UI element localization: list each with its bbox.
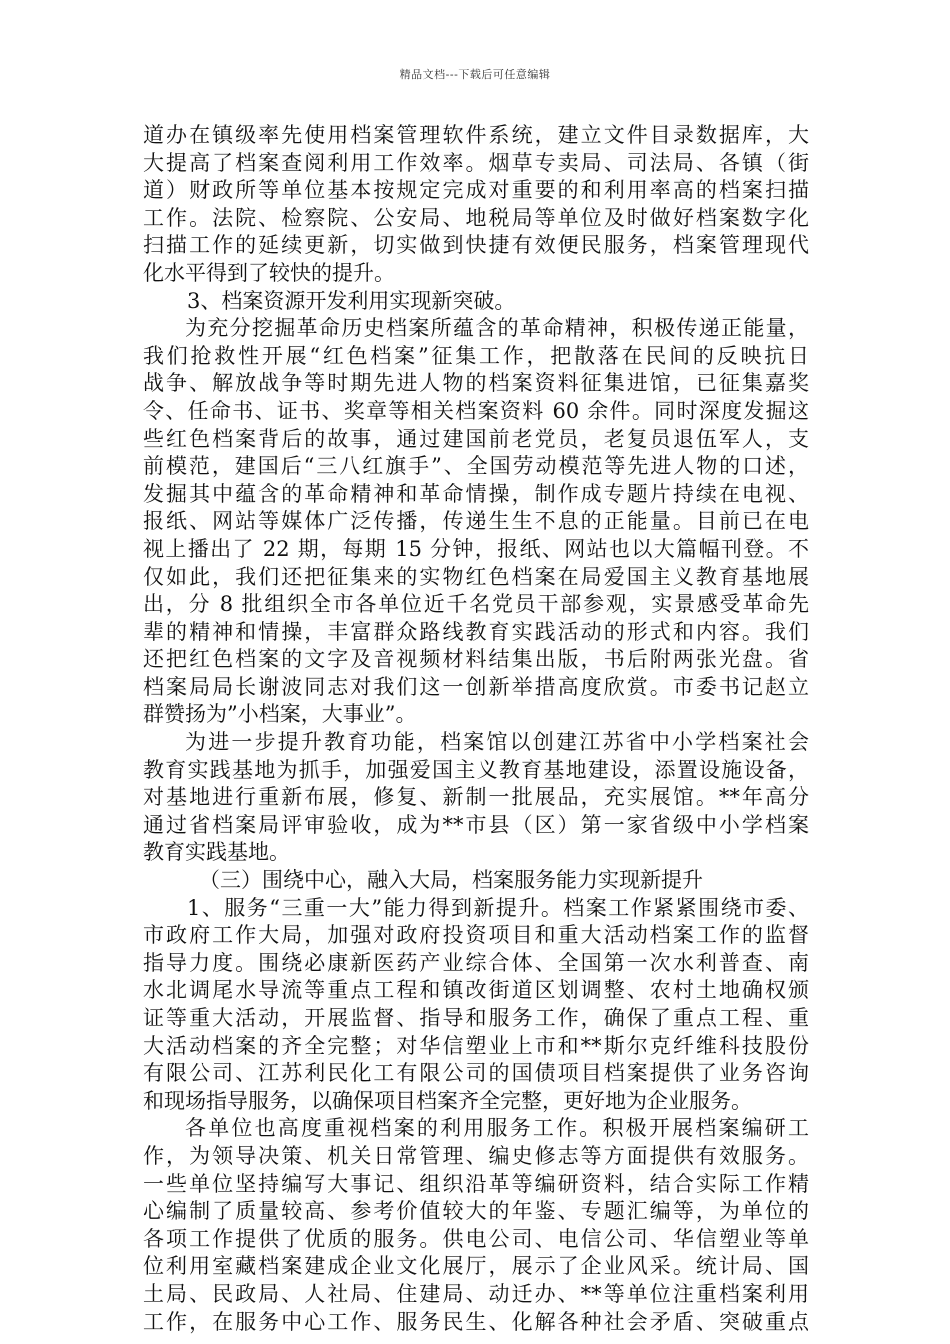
text-line: 工作，在服务中心工作、服务民生、化解各种社会矛盾、突破重点: [143, 1309, 809, 1334]
page-header: 精品文档---下载后可任意编辑: [399, 68, 551, 81]
text-line: 市政府工作大局，加强对政府投资项目和重大活动档案工作的监督: [143, 923, 809, 948]
text-line: 辈的精神和情操，丰富群众路线教育实践活动的形式和内容。我们: [143, 619, 809, 644]
text-line: 化水平得到了较快的提升。: [143, 260, 395, 285]
text-line: 些红色档案背后的故事，通过建国前老党员，老复员退伍军人，支: [143, 426, 809, 451]
text-line: 档案局局长谢波同志对我们这一创新举措高度欣赏。市委书记赵立: [143, 674, 809, 699]
text-line: （三）围绕中心，融入大局，档案服务能力实现新提升: [199, 868, 703, 893]
text-line: 还把红色档案的文字及音视频材料结集出版，书后附两张光盘。省: [143, 647, 809, 672]
text-line: 视上播出了 22 期，每期 15 分钟，报纸、网站也以大篇幅刊登。不: [143, 536, 809, 561]
text-line: 道）财政所等单位基本按规定完成对重要的和利用率高的档案扫描: [143, 178, 809, 203]
text-line: 水北调尾水导流等重点工程和镇改街道区划调整、农村土地确权颁: [143, 978, 809, 1003]
document-body: [143, 122, 809, 1336]
text-line: 大提高了档案查阅利用工作效率。烟草专卖局、司法局、各镇（街: [143, 150, 809, 175]
text-line: 作，为领导决策、机关日常管理、编史修志等方面提供有效服务。: [143, 1143, 809, 1168]
text-line: 道办在镇级率先使用档案管理软件系统，建立文件目录数据库，大: [143, 123, 809, 147]
text-line: 3、档案资源开发利用实现新突破。: [187, 288, 516, 313]
text-line: 群赞扬为”小档案，大事业”。: [143, 702, 417, 727]
text-line: 前模范，建国后“三八红旗手”、全国劳动模范等先进人物的口述，: [143, 454, 809, 479]
text-line: 我们抢救性开展“红色档案”征集工作，把散落在民间的反映抗日: [143, 343, 809, 368]
text-line: 证等重大活动，开展监督、指导和服务工作，确保了重点工程、重: [143, 1006, 809, 1030]
text-line: 报纸、网站等媒体广泛传播，传递生生不息的正能量。目前已在电: [143, 509, 809, 534]
text-line: 令、任命书、证书、奖章等相关档案资料 60 余件。同时深度发掘这: [143, 398, 809, 423]
text-line: 一些单位坚持编写大事记、组织沿革等编研资料，结合实际工作精: [143, 1171, 809, 1196]
text-line: 工作。法院、检察院、公安局、地税局等单位及时做好档案数字化: [143, 205, 809, 230]
text-line: 发掘其中蕴含的革命精神和革命情操，制作成专题片持续在电视、: [143, 481, 809, 506]
text-line: 大活动档案的齐全完整；对华信塑业上市和**斯尔克纤维科技股份: [143, 1033, 809, 1058]
text-line: 指导力度。围绕必康新医药产业综合体、全国第一次水利普查、南: [143, 950, 809, 975]
text-line: 位利用室藏档案建成企业文化展厅，展示了企业风采。统计局、国: [143, 1254, 809, 1279]
text-line: 教育实践基地。: [143, 840, 290, 865]
text-line: 各项工作提供了优质的服务。供电公司、电信公司、华信塑业等单: [143, 1226, 809, 1251]
text-line: 仅如此，我们还把征集来的实物红色档案在局爱国主义教育基地展: [143, 564, 809, 589]
text-line: 通过省档案局评审验收，成为**市县（区）第一家省级中小学档案: [143, 812, 809, 837]
text-line: 战争、解放战争等时期先进人物的档案资料征集进馆，已征集嘉奖: [143, 371, 809, 396]
text-line: 1、服务“三重一大”能力得到新提升。档案工作紧紧围绕市委、: [187, 895, 809, 920]
text-line: 有限公司、江苏利民化工有限公司的国债项目档案提供了业务咨询: [143, 1061, 809, 1086]
text-line: 和现场指导服务，以确保项目档案齐全完整，更好地为企业服务。: [143, 1088, 752, 1113]
text-line: 土局、民政局、人社局、住建局、动迁办、**等单位注重档案利用: [143, 1281, 809, 1306]
text-line: 为进一步提升教育功能，档案馆以创建江苏省中小学档案社会: [185, 730, 809, 755]
text-line: 出，分 8 批组织全市各单位近千名党员干部参观，实景感受革命先: [143, 592, 809, 617]
text-line: 扫描工作的延续更新，切实做到快捷有效便民服务，档案管理现代: [143, 233, 809, 258]
text-line: 心编制了质量较高、参考价值较大的年鉴、专题汇编等，为单位的: [143, 1199, 809, 1224]
text-line: 对基地进行重新布展，修复、新制一批展品，充实展馆。**年高分: [143, 785, 809, 810]
text-line: 为充分挖掘革命历史档案所蕴含的革命精神，积极传递正能量，: [185, 316, 809, 341]
text-line: 各单位也高度重视档案的利用服务工作。积极开展档案编研工: [185, 1116, 809, 1141]
text-line: 教育实践基地为抓手，加强爱国主义教育基地建设，添置设施设备，: [143, 757, 809, 782]
